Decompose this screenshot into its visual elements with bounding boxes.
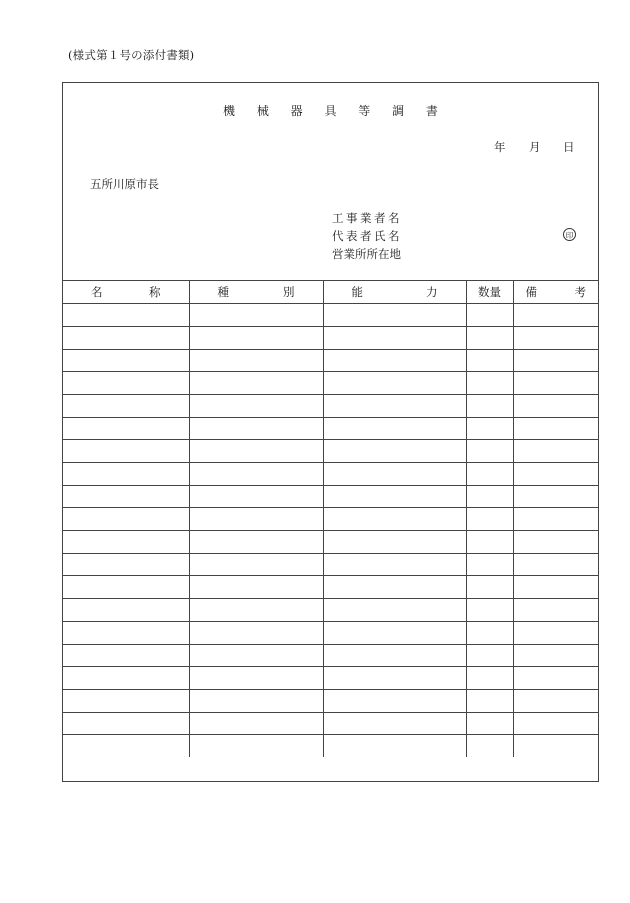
cell-name[interactable] xyxy=(63,508,189,531)
cell-quantity[interactable] xyxy=(466,485,513,508)
table-row xyxy=(63,531,598,554)
cell-capacity[interactable] xyxy=(323,417,466,440)
cell-remarks[interactable] xyxy=(513,553,598,576)
table-row xyxy=(63,326,598,349)
cell-capacity[interactable] xyxy=(323,304,466,327)
header-name: 名 称 xyxy=(63,281,189,304)
cell-type[interactable] xyxy=(189,485,323,508)
cell-quantity[interactable] xyxy=(466,644,513,667)
table-header-row xyxy=(63,281,598,304)
cell-capacity[interactable] xyxy=(323,621,466,644)
cell-quantity[interactable] xyxy=(466,508,513,531)
cell-quantity[interactable] xyxy=(466,394,513,417)
cell-quantity[interactable] xyxy=(466,531,513,554)
cell-type[interactable] xyxy=(189,531,323,554)
addressee: 五所川原市長 xyxy=(90,177,159,191)
table-row xyxy=(63,735,598,758)
cell-quantity[interactable] xyxy=(466,621,513,644)
cell-quantity[interactable] xyxy=(466,417,513,440)
cell-quantity[interactable] xyxy=(466,689,513,712)
cell-remarks[interactable] xyxy=(513,644,598,667)
cell-capacity[interactable] xyxy=(323,394,466,417)
cell-name[interactable] xyxy=(63,531,189,554)
cell-capacity[interactable] xyxy=(323,531,466,554)
cell-name[interactable] xyxy=(63,485,189,508)
cell-name[interactable] xyxy=(63,349,189,372)
cell-remarks[interactable] xyxy=(513,599,598,622)
document-title: 機 械 器 具 等 調 書 xyxy=(223,104,447,118)
cell-capacity[interactable] xyxy=(323,667,466,690)
cell-type[interactable] xyxy=(189,576,323,599)
cell-type[interactable] xyxy=(189,712,323,735)
cell-type[interactable] xyxy=(189,372,323,395)
cell-name[interactable] xyxy=(63,326,189,349)
header-quantity: 数量 xyxy=(466,281,513,304)
cell-capacity[interactable] xyxy=(323,735,466,758)
table-row xyxy=(63,485,598,508)
representative-name-label: 代表者氏名 xyxy=(332,229,402,243)
date-month-label: 月 xyxy=(529,140,541,154)
table-row xyxy=(63,599,598,622)
cell-remarks[interactable] xyxy=(513,440,598,463)
cell-name[interactable] xyxy=(63,553,189,576)
cell-remarks[interactable] xyxy=(513,349,598,372)
cell-capacity[interactable] xyxy=(323,440,466,463)
cell-remarks[interactable] xyxy=(513,485,598,508)
table-row xyxy=(63,417,598,440)
cell-capacity[interactable] xyxy=(323,599,466,622)
cell-type[interactable] xyxy=(189,394,323,417)
cell-name[interactable] xyxy=(63,712,189,735)
table-row xyxy=(63,644,598,667)
table-row xyxy=(63,553,598,576)
cell-remarks[interactable] xyxy=(513,372,598,395)
cell-name[interactable] xyxy=(63,621,189,644)
cell-quantity[interactable] xyxy=(466,667,513,690)
cell-type[interactable] xyxy=(189,621,323,644)
table-row xyxy=(63,576,598,599)
cell-type[interactable] xyxy=(189,417,323,440)
cell-name[interactable] xyxy=(63,304,189,327)
cell-capacity[interactable] xyxy=(323,349,466,372)
cell-quantity[interactable] xyxy=(466,304,513,327)
cell-quantity[interactable] xyxy=(466,735,513,758)
cell-type[interactable] xyxy=(189,689,323,712)
table-row xyxy=(63,712,598,735)
document-frame xyxy=(62,82,599,782)
cell-name[interactable] xyxy=(63,644,189,667)
cell-remarks[interactable] xyxy=(513,394,598,417)
table-row xyxy=(63,394,598,417)
table-row xyxy=(63,508,598,531)
cell-type[interactable] xyxy=(189,553,323,576)
cell-type[interactable] xyxy=(189,508,323,531)
cell-remarks[interactable] xyxy=(513,417,598,440)
equipment-table xyxy=(63,281,598,757)
cell-capacity[interactable] xyxy=(323,372,466,395)
cell-type[interactable] xyxy=(189,304,323,327)
cell-type[interactable] xyxy=(189,463,323,486)
cell-quantity[interactable] xyxy=(466,326,513,349)
cell-quantity[interactable] xyxy=(466,576,513,599)
cell-capacity[interactable] xyxy=(323,463,466,486)
cell-remarks[interactable] xyxy=(513,621,598,644)
cell-quantity[interactable] xyxy=(466,463,513,486)
cell-type[interactable] xyxy=(189,349,323,372)
cell-name[interactable] xyxy=(63,372,189,395)
cell-capacity[interactable] xyxy=(323,712,466,735)
equipment-table-wrapper xyxy=(63,281,598,757)
cell-name[interactable] xyxy=(63,576,189,599)
table-row xyxy=(63,349,598,372)
cell-name[interactable] xyxy=(63,735,189,758)
company-name-label: 工事業者名 xyxy=(332,211,402,225)
cell-capacity[interactable] xyxy=(323,689,466,712)
cell-name[interactable] xyxy=(63,417,189,440)
table-row xyxy=(63,621,598,644)
cell-remarks[interactable] xyxy=(513,326,598,349)
cell-name[interactable] xyxy=(63,463,189,486)
document-header xyxy=(63,83,598,281)
cell-remarks[interactable] xyxy=(513,689,598,712)
cell-name[interactable] xyxy=(63,599,189,622)
cell-name[interactable] xyxy=(63,667,189,690)
cell-remarks[interactable] xyxy=(513,735,598,758)
cell-type[interactable] xyxy=(189,644,323,667)
table-row xyxy=(63,689,598,712)
table-row xyxy=(63,463,598,486)
table-row xyxy=(63,372,598,395)
cell-capacity[interactable] xyxy=(323,576,466,599)
cell-quantity[interactable] xyxy=(466,349,513,372)
form-number-label: (様式第１号の添付書類) xyxy=(68,48,195,62)
cell-remarks[interactable] xyxy=(513,304,598,327)
cell-capacity[interactable] xyxy=(323,326,466,349)
office-address-label: 営業所所在地 xyxy=(332,247,401,261)
cell-quantity[interactable] xyxy=(466,712,513,735)
cell-type[interactable] xyxy=(189,667,323,690)
cell-name[interactable] xyxy=(63,440,189,463)
table-row xyxy=(63,667,598,690)
date-year-label: 年 xyxy=(494,140,506,154)
cell-type[interactable] xyxy=(189,599,323,622)
table-body xyxy=(63,304,598,758)
cell-type[interactable] xyxy=(189,735,323,758)
cell-name[interactable] xyxy=(63,394,189,417)
cell-quantity[interactable] xyxy=(466,599,513,622)
date-day-label: 日 xyxy=(563,140,575,154)
table-row xyxy=(63,304,598,327)
cell-capacity[interactable] xyxy=(323,644,466,667)
cell-name[interactable] xyxy=(63,689,189,712)
cell-remarks[interactable] xyxy=(513,712,598,735)
seal-mark: 印 xyxy=(563,228,576,241)
header-remarks: 備 考 xyxy=(513,281,598,304)
header-capacity: 能 力 xyxy=(323,281,466,304)
cell-capacity[interactable] xyxy=(323,553,466,576)
cell-quantity[interactable] xyxy=(466,553,513,576)
cell-capacity[interactable] xyxy=(323,485,466,508)
cell-type[interactable] xyxy=(189,440,323,463)
table-row xyxy=(63,440,598,463)
cell-quantity[interactable] xyxy=(466,372,513,395)
cell-capacity[interactable] xyxy=(323,508,466,531)
cell-quantity[interactable] xyxy=(466,440,513,463)
header-type: 種 別 xyxy=(189,281,323,304)
cell-remarks[interactable] xyxy=(513,508,598,531)
cell-remarks[interactable] xyxy=(513,531,598,554)
cell-remarks[interactable] xyxy=(513,576,598,599)
cell-type[interactable] xyxy=(189,326,323,349)
cell-remarks[interactable] xyxy=(513,667,598,690)
cell-remarks[interactable] xyxy=(513,463,598,486)
